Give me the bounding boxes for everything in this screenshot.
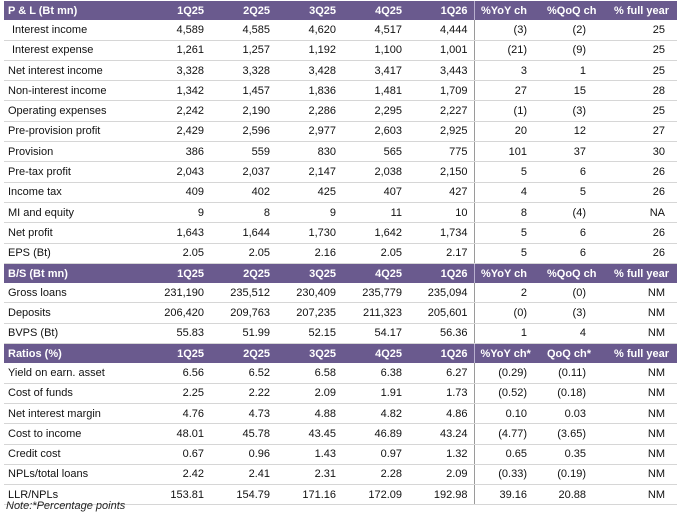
row-label: Net interest margin — [4, 403, 144, 423]
cell-period-col: 1,261 — [144, 40, 210, 60]
cell-period-col: 2.22 — [210, 383, 276, 403]
column-header-period-col: 1Q25 — [144, 263, 210, 283]
cell-qoq-col: (0.18) — [541, 383, 608, 403]
cell-period-col: 2,925 — [408, 121, 474, 141]
cell-full-year-col: 27 — [608, 121, 677, 141]
cell-period-col: 45.78 — [210, 424, 276, 444]
cell-period-col: 1,643 — [144, 223, 210, 243]
row-label: Operating expenses — [4, 101, 144, 121]
cell-period-col: 1,644 — [210, 223, 276, 243]
table-row — [4, 283, 677, 303]
table-row — [4, 403, 677, 423]
cell-period-col: 6.27 — [408, 363, 474, 383]
cell-period-col: 4,620 — [276, 20, 342, 40]
cell-full-year-col: NM — [608, 485, 677, 505]
cell-period-col: 0.97 — [342, 444, 408, 464]
row-label: Provision — [4, 142, 144, 162]
cell-period-col: 4,517 — [342, 20, 408, 40]
row-label: Net interest income — [4, 60, 144, 80]
column-header-period-col: 4Q25 — [342, 344, 408, 364]
table-row — [4, 40, 677, 60]
row-label: EPS (Bt) — [4, 243, 144, 263]
cell-period-col: 230,409 — [276, 283, 342, 303]
table-row — [4, 464, 677, 484]
cell-period-col: 2,147 — [276, 162, 342, 182]
cell-period-col: 1,100 — [342, 40, 408, 60]
row-label: Credit cost — [4, 444, 144, 464]
cell-full-year-col: 25 — [608, 20, 677, 40]
cell-period-col: 1,642 — [342, 223, 408, 243]
row-label: BVPS (Bt) — [4, 323, 144, 343]
cell-period-col: 2.09 — [276, 383, 342, 403]
cell-period-col: 2,596 — [210, 121, 276, 141]
row-label: Cost of funds — [4, 383, 144, 403]
cell-period-col: 1,481 — [342, 81, 408, 101]
cell-period-col: 153.81 — [144, 485, 210, 505]
column-header-yoy-col: %YoY ch — [474, 1, 541, 20]
cell-qoq-col: 5 — [541, 182, 608, 202]
column-header-period-col: 1Q25 — [144, 1, 210, 20]
cell-qoq-col: (3.65) — [541, 424, 608, 444]
cell-period-col: 402 — [210, 182, 276, 202]
cell-period-col: 2,037 — [210, 162, 276, 182]
cell-period-col: 2.16 — [276, 243, 342, 263]
table-row — [4, 444, 677, 464]
section-title: Ratios (%) — [4, 344, 144, 364]
cell-period-col: 10 — [408, 202, 474, 222]
cell-period-col: 3,417 — [342, 60, 408, 80]
column-header-period-col: 4Q25 — [342, 263, 408, 283]
cell-period-col: 51.99 — [210, 323, 276, 343]
table-row — [4, 162, 677, 182]
cell-period-col: 0.96 — [210, 444, 276, 464]
cell-period-col: 2,043 — [144, 162, 210, 182]
column-header-period-col: 3Q25 — [276, 344, 342, 364]
cell-qoq-col: 6 — [541, 162, 608, 182]
cell-full-year-col: 30 — [608, 142, 677, 162]
section-header-row — [4, 263, 677, 283]
cell-qoq-col: (9) — [541, 40, 608, 60]
table-row — [4, 101, 677, 121]
cell-period-col: 6.38 — [342, 363, 408, 383]
cell-yoy-col: (0.33) — [474, 464, 541, 484]
row-label: MI and equity — [4, 202, 144, 222]
cell-period-col: 2,227 — [408, 101, 474, 121]
cell-yoy-col: 0.65 — [474, 444, 541, 464]
cell-period-col: 775 — [408, 142, 474, 162]
cell-period-col: 11 — [342, 202, 408, 222]
cell-period-col: 2,038 — [342, 162, 408, 182]
cell-period-col: 4.76 — [144, 403, 210, 423]
row-label: Non-interest income — [4, 81, 144, 101]
cell-full-year-col: NM — [608, 283, 677, 303]
cell-period-col: 427 — [408, 182, 474, 202]
cell-full-year-col: 28 — [608, 81, 677, 101]
column-header-full-year-col: % full year — [608, 263, 677, 283]
column-header-period-col: 2Q25 — [210, 1, 276, 20]
cell-yoy-col: 20 — [474, 121, 541, 141]
cell-period-col: 48.01 — [144, 424, 210, 444]
cell-full-year-col: NM — [608, 403, 677, 423]
cell-qoq-col: 6 — [541, 243, 608, 263]
cell-period-col: 2.41 — [210, 464, 276, 484]
cell-yoy-col: 4 — [474, 182, 541, 202]
cell-period-col: 1,734 — [408, 223, 474, 243]
column-header-qoq-col: %QoQ ch — [541, 263, 608, 283]
column-header-full-year-col: % full year — [608, 1, 677, 20]
row-label: Pre-tax profit — [4, 162, 144, 182]
row-label: Cost to income — [4, 424, 144, 444]
cell-period-col: 2,295 — [342, 101, 408, 121]
cell-full-year-col: 25 — [608, 40, 677, 60]
cell-period-col: 207,235 — [276, 303, 342, 323]
cell-full-year-col: 25 — [608, 60, 677, 80]
table-row — [4, 81, 677, 101]
cell-full-year-col: NM — [608, 363, 677, 383]
cell-period-col: 235,094 — [408, 283, 474, 303]
cell-yoy-col: 39.16 — [474, 485, 541, 505]
row-label: Deposits — [4, 303, 144, 323]
cell-period-col: 1,709 — [408, 81, 474, 101]
cell-yoy-col: (3) — [474, 20, 541, 40]
cell-qoq-col: 1 — [541, 60, 608, 80]
cell-period-col: 235,779 — [342, 283, 408, 303]
cell-period-col: 46.89 — [342, 424, 408, 444]
column-header-period-col: 2Q25 — [210, 344, 276, 364]
column-header-full-year-col: % full year — [608, 344, 677, 364]
cell-yoy-col: 8 — [474, 202, 541, 222]
row-label: Interest income — [4, 20, 144, 40]
cell-period-col: 425 — [276, 182, 342, 202]
cell-period-col: 209,763 — [210, 303, 276, 323]
cell-period-col: 4,585 — [210, 20, 276, 40]
cell-period-col: 2.25 — [144, 383, 210, 403]
section-title: P & L (Bt mn) — [4, 1, 144, 20]
cell-full-year-col: 25 — [608, 101, 677, 121]
cell-yoy-col: 0.10 — [474, 403, 541, 423]
cell-yoy-col: 101 — [474, 142, 541, 162]
cell-period-col: 3,328 — [144, 60, 210, 80]
cell-qoq-col: 20.88 — [541, 485, 608, 505]
cell-qoq-col: (3) — [541, 101, 608, 121]
cell-full-year-col: 26 — [608, 162, 677, 182]
cell-period-col: 9 — [276, 202, 342, 222]
cell-yoy-col: 2 — [474, 283, 541, 303]
cell-period-col: 2.05 — [342, 243, 408, 263]
cell-period-col: 6.52 — [210, 363, 276, 383]
table-row — [4, 383, 677, 403]
cell-period-col: 235,512 — [210, 283, 276, 303]
column-header-period-col: 1Q26 — [408, 344, 474, 364]
cell-yoy-col: 1 — [474, 323, 541, 343]
cell-period-col: 205,601 — [408, 303, 474, 323]
cell-period-col: 2.05 — [144, 243, 210, 263]
table-row — [4, 60, 677, 80]
cell-period-col: 1,001 — [408, 40, 474, 60]
cell-period-col: 409 — [144, 182, 210, 202]
footnote: Note:*Percentage points — [6, 500, 126, 512]
cell-qoq-col: 15 — [541, 81, 608, 101]
table-row — [4, 323, 677, 343]
cell-period-col: 1.43 — [276, 444, 342, 464]
cell-period-col: 8 — [210, 202, 276, 222]
cell-period-col: 2,150 — [408, 162, 474, 182]
cell-period-col: 52.15 — [276, 323, 342, 343]
cell-full-year-col: NM — [608, 383, 677, 403]
column-header-qoq-col: %QoQ ch — [541, 1, 608, 20]
cell-qoq-col: 37 — [541, 142, 608, 162]
cell-period-col: 55.83 — [144, 323, 210, 343]
cell-full-year-col: NM — [608, 464, 677, 484]
cell-period-col: 1,257 — [210, 40, 276, 60]
column-header-yoy-col: %YoY ch* — [474, 344, 541, 364]
cell-period-col: 2,242 — [144, 101, 210, 121]
cell-period-col: 4.86 — [408, 403, 474, 423]
cell-qoq-col: (0.11) — [541, 363, 608, 383]
cell-period-col: 2,286 — [276, 101, 342, 121]
table-row — [4, 303, 677, 323]
cell-period-col: 4.73 — [210, 403, 276, 423]
cell-period-col: 56.36 — [408, 323, 474, 343]
cell-period-col: 1,457 — [210, 81, 276, 101]
column-header-qoq-col: QoQ ch* — [541, 344, 608, 364]
table-row — [4, 223, 677, 243]
table-row — [4, 243, 677, 263]
table-row — [4, 202, 677, 222]
cell-period-col: 4,589 — [144, 20, 210, 40]
cell-qoq-col: 0.35 — [541, 444, 608, 464]
cell-qoq-col: (0.19) — [541, 464, 608, 484]
column-header-period-col: 2Q25 — [210, 263, 276, 283]
column-header-period-col: 1Q26 — [408, 1, 474, 20]
cell-period-col: 43.45 — [276, 424, 342, 444]
cell-qoq-col: 0.03 — [541, 403, 608, 423]
cell-period-col: 559 — [210, 142, 276, 162]
cell-qoq-col: 12 — [541, 121, 608, 141]
column-header-period-col: 1Q25 — [144, 344, 210, 364]
cell-full-year-col: NM — [608, 444, 677, 464]
cell-yoy-col: 27 — [474, 81, 541, 101]
section-header-row — [4, 344, 677, 364]
cell-full-year-col: 26 — [608, 223, 677, 243]
cell-period-col: 1,192 — [276, 40, 342, 60]
section-title: B/S (Bt mn) — [4, 263, 144, 283]
cell-period-col: 192.98 — [408, 485, 474, 505]
cell-period-col: 2,190 — [210, 101, 276, 121]
financial-summary-table — [4, 1, 677, 505]
row-label: NPLs/total loans — [4, 464, 144, 484]
cell-yoy-col: (0.52) — [474, 383, 541, 403]
cell-period-col: 6.58 — [276, 363, 342, 383]
cell-yoy-col: (0.29) — [474, 363, 541, 383]
cell-yoy-col: (0) — [474, 303, 541, 323]
cell-qoq-col: 6 — [541, 223, 608, 243]
cell-period-col: 407 — [342, 182, 408, 202]
cell-yoy-col: 5 — [474, 162, 541, 182]
table-row — [4, 20, 677, 40]
cell-yoy-col: 5 — [474, 223, 541, 243]
column-header-period-col: 4Q25 — [342, 1, 408, 20]
row-label: Yield on earn. asset — [4, 363, 144, 383]
cell-qoq-col: 4 — [541, 323, 608, 343]
cell-qoq-col: (4) — [541, 202, 608, 222]
cell-period-col: 2.31 — [276, 464, 342, 484]
row-label: Income tax — [4, 182, 144, 202]
cell-period-col: 3,443 — [408, 60, 474, 80]
cell-period-col: 54.17 — [342, 323, 408, 343]
cell-period-col: 154.79 — [210, 485, 276, 505]
cell-full-year-col: NM — [608, 323, 677, 343]
cell-period-col: 1,836 — [276, 81, 342, 101]
cell-period-col: 2.42 — [144, 464, 210, 484]
cell-qoq-col: (0) — [541, 283, 608, 303]
cell-period-col: 1.73 — [408, 383, 474, 403]
cell-yoy-col: (4.77) — [474, 424, 541, 444]
cell-period-col: 2,977 — [276, 121, 342, 141]
row-label: Interest expense — [4, 40, 144, 60]
row-label: Pre-provision profit — [4, 121, 144, 141]
row-label: Net profit — [4, 223, 144, 243]
cell-period-col: 4.82 — [342, 403, 408, 423]
cell-full-year-col: 26 — [608, 182, 677, 202]
row-label: Gross loans — [4, 283, 144, 303]
cell-period-col: 2,429 — [144, 121, 210, 141]
column-header-period-col: 1Q26 — [408, 263, 474, 283]
table-row — [4, 142, 677, 162]
cell-period-col: 3,328 — [210, 60, 276, 80]
cell-period-col: 830 — [276, 142, 342, 162]
cell-period-col: 211,323 — [342, 303, 408, 323]
table-row — [4, 182, 677, 202]
cell-qoq-col: (2) — [541, 20, 608, 40]
cell-period-col: 2.09 — [408, 464, 474, 484]
cell-period-col: 0.67 — [144, 444, 210, 464]
cell-period-col: 1.91 — [342, 383, 408, 403]
cell-yoy-col: (21) — [474, 40, 541, 60]
cell-full-year-col: NM — [608, 303, 677, 323]
cell-period-col: 2,603 — [342, 121, 408, 141]
cell-period-col: 206,420 — [144, 303, 210, 323]
cell-period-col: 2.28 — [342, 464, 408, 484]
cell-period-col: 9 — [144, 202, 210, 222]
cell-yoy-col: (1) — [474, 101, 541, 121]
column-header-period-col: 3Q25 — [276, 263, 342, 283]
cell-period-col: 43.24 — [408, 424, 474, 444]
cell-full-year-col: NA — [608, 202, 677, 222]
cell-yoy-col: 5 — [474, 243, 541, 263]
cell-period-col: 386 — [144, 142, 210, 162]
cell-period-col: 1,342 — [144, 81, 210, 101]
cell-period-col: 172.09 — [342, 485, 408, 505]
cell-period-col: 1.32 — [408, 444, 474, 464]
table-row — [4, 424, 677, 444]
row-label: LLR/NPLs — [4, 485, 144, 505]
cell-period-col: 231,190 — [144, 283, 210, 303]
cell-yoy-col: 3 — [474, 60, 541, 80]
cell-period-col: 565 — [342, 142, 408, 162]
column-header-period-col: 3Q25 — [276, 1, 342, 20]
cell-period-col: 1,730 — [276, 223, 342, 243]
cell-period-col: 2.05 — [210, 243, 276, 263]
table-row — [4, 121, 677, 141]
cell-full-year-col: NM — [608, 424, 677, 444]
cell-qoq-col: (3) — [541, 303, 608, 323]
cell-period-col: 6.56 — [144, 363, 210, 383]
cell-period-col: 4,444 — [408, 20, 474, 40]
cell-period-col: 2.17 — [408, 243, 474, 263]
cell-period-col: 4.88 — [276, 403, 342, 423]
cell-period-col: 3,428 — [276, 60, 342, 80]
cell-period-col: 171.16 — [276, 485, 342, 505]
cell-full-year-col: 26 — [608, 243, 677, 263]
section-header-row — [4, 1, 677, 20]
table-row — [4, 363, 677, 383]
column-header-yoy-col: %YoY ch — [474, 263, 541, 283]
